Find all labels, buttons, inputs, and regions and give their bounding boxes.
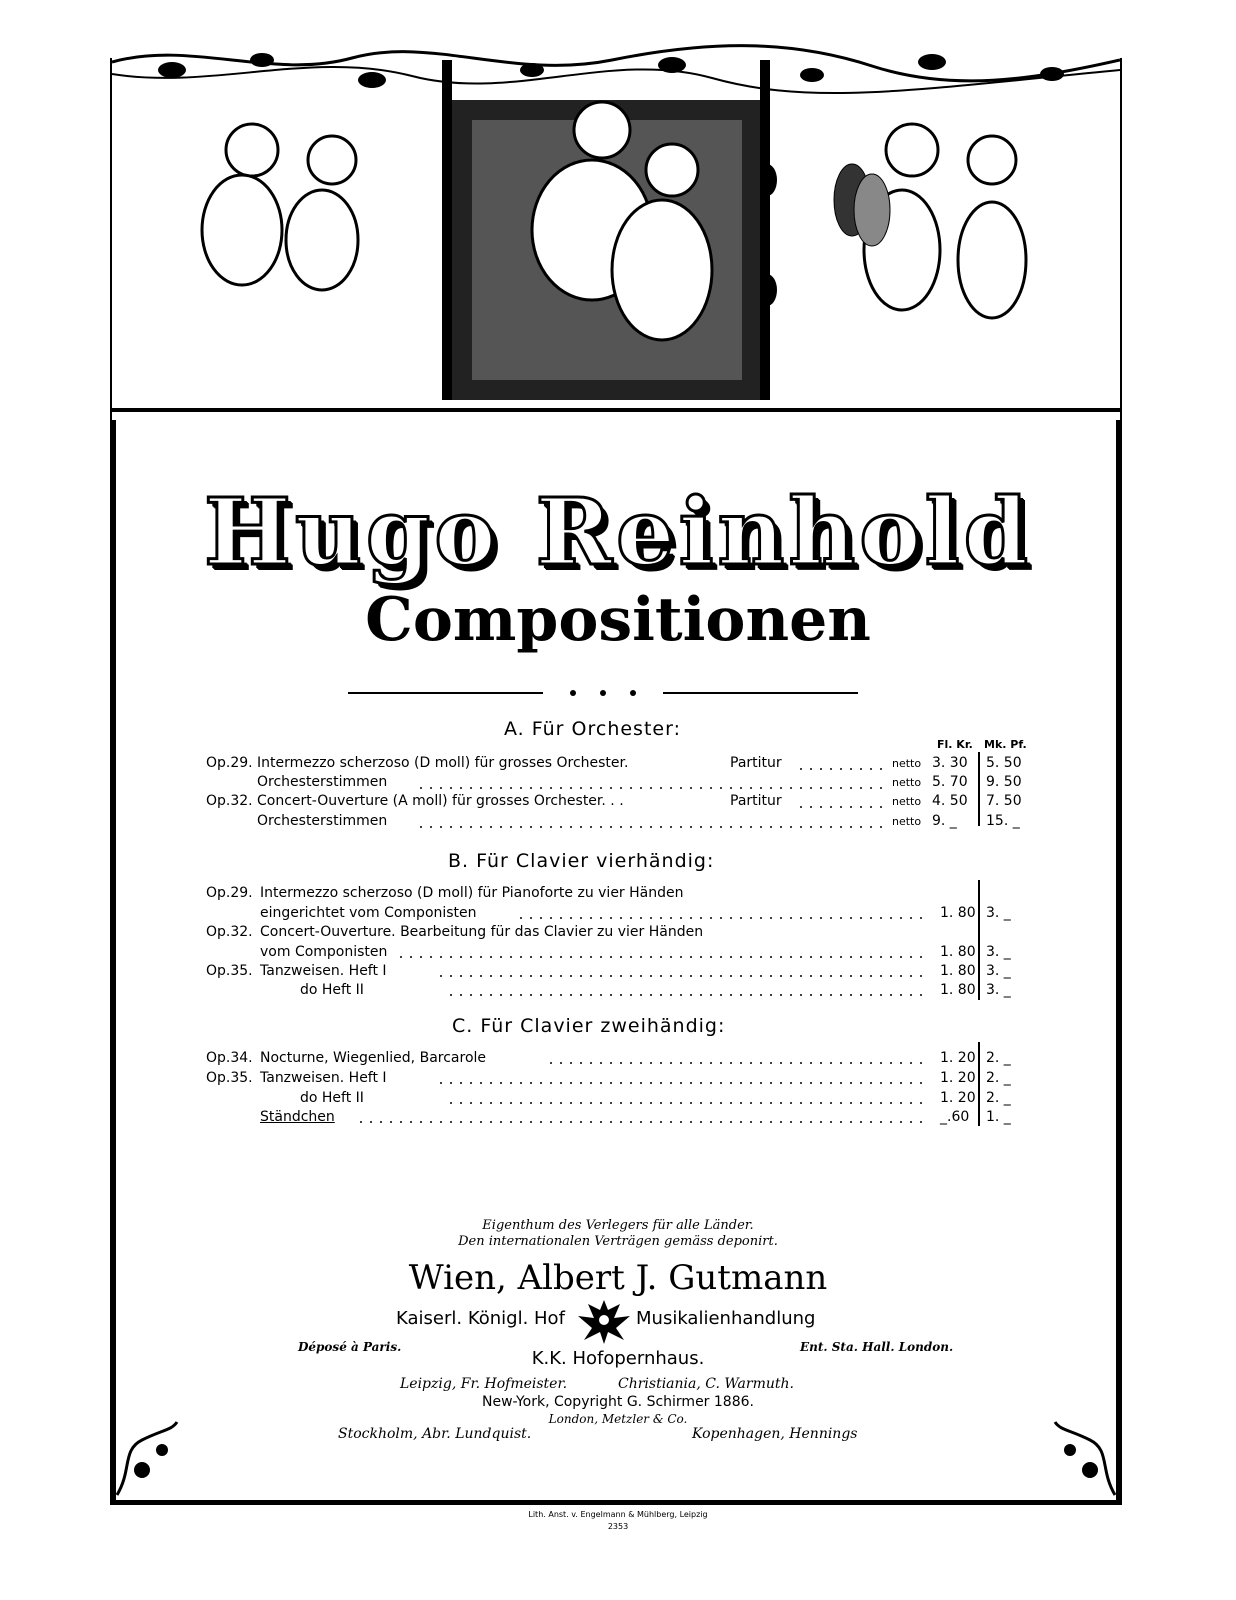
netto-label: netto — [892, 776, 922, 789]
work-title: Intermezzo scherzoso (D moll) für Pianoforte zu vier Händen — [260, 885, 684, 901]
depose-paris: Déposé à Paris. — [298, 1340, 402, 1354]
opus-number: Op.29. — [206, 755, 253, 771]
work-title: Tanzweisen. Heft I — [260, 1070, 387, 1086]
publisher-name: Wien, Albert J. Gutmann — [408, 1258, 828, 1298]
price-mk-pf: 15. _ — [986, 813, 1020, 829]
agent-london: London, Metzler & Co. — [548, 1412, 688, 1426]
work-title: do Heft II — [300, 1090, 364, 1106]
column-header-mk-pf: Mk. Pf. — [984, 738, 1027, 751]
price-fl-kr: 5. 70 — [932, 774, 968, 790]
subtitle: Compositionen — [365, 585, 871, 655]
price-fl-kr: 4. 50 — [932, 793, 968, 809]
work-title: Tanzweisen. Heft I — [260, 963, 387, 979]
section-heading-vierhaendig: B. Für Clavier vierhändig: — [448, 850, 715, 872]
printer-credit: Lith. Anst. v. Engelmann & Mühlberg, Leipzig — [528, 1510, 708, 1519]
netto-label: netto — [892, 795, 922, 808]
opus-number: Op.29. — [206, 885, 253, 901]
price-mk-pf: 3. _ — [986, 963, 1011, 979]
work-title: Concert-Ouverture (A moll) für grosses Orchester. . . — [257, 793, 624, 809]
plate-number: 2353 — [607, 1522, 629, 1531]
price-fl-kr: _.60 — [940, 1109, 970, 1125]
opus-number: Op.32. — [206, 924, 253, 940]
opus-number: Op.35. — [206, 963, 253, 979]
edition-type: Partitur — [730, 755, 782, 771]
agent-christiania: Christiania, C. Warmuth. — [618, 1376, 794, 1392]
work-title: Orchesterstimmen — [257, 774, 388, 790]
netto-label: netto — [892, 757, 922, 770]
price-fl-kr: 1. 20 — [940, 1070, 976, 1086]
section-heading-orchester: A. Für Orchester: — [504, 718, 681, 740]
work-title: Orchesterstimmen — [257, 813, 388, 829]
price-mk-pf: 3. _ — [986, 982, 1011, 998]
corner-ornament-bottom-right — [1050, 1420, 1120, 1500]
rights-line-1: Eigenthum des Verlegers für alle Länder. — [482, 1218, 754, 1233]
work-title: Intermezzo scherzoso (D moll) für grosses Orchester. — [257, 755, 629, 771]
price-mk-pf: 5. 50 — [986, 755, 1022, 771]
imperial-eagle-icon — [574, 1296, 634, 1346]
price-fl-kr: 1. 80 — [940, 905, 976, 921]
price-mk-pf: 2. _ — [986, 1050, 1011, 1066]
section-heading-zweihaendig: C. Für Clavier zweihändig: — [452, 1015, 726, 1037]
opus-number: Op.35. — [206, 1070, 253, 1086]
price-fl-kr: 1. 80 — [940, 963, 976, 979]
price-fl-kr: 9. _ — [932, 813, 957, 829]
price-mk-pf: 9. 50 — [986, 774, 1022, 790]
agent-leipzig: Leipzig, Fr. Hofmeister. — [400, 1376, 568, 1392]
netto-label: netto — [892, 815, 922, 828]
agent-kopenhagen: Kopenhagen, Hennings — [692, 1426, 858, 1442]
price-fl-kr: 1. 80 — [940, 944, 976, 960]
entered-stationers-hall: Ent. Sta. Hall. London. — [800, 1340, 954, 1354]
opus-number: Op.32. — [206, 793, 253, 809]
price-mk-pf: 3. _ — [986, 905, 1011, 921]
composer-title: Hugo Reinhold — [204, 478, 1032, 586]
work-title: Ständchen — [260, 1109, 335, 1125]
price-mk-pf: 2. _ — [986, 1090, 1011, 1106]
price-mk-pf: 3. _ — [986, 944, 1011, 960]
opus-number: Op.34. — [206, 1050, 253, 1066]
price-fl-kr: 1. 20 — [940, 1050, 976, 1066]
column-header-fl-kr: Fl. Kr. — [937, 738, 973, 751]
price-fl-kr: 1. 20 — [940, 1090, 976, 1106]
publisher-title-left: Kaiserl. Königl. Hof — [396, 1308, 565, 1329]
price-mk-pf: 7. 50 — [986, 793, 1022, 809]
publisher-title-right: Musikalienhandlung — [636, 1308, 816, 1329]
rights-line-2: Den internationalen Verträgen gemäss deponirt. — [458, 1234, 778, 1249]
work-title: do Heft II — [300, 982, 364, 998]
edition-type: Partitur — [730, 793, 782, 809]
price-fl-kr: 1. 80 — [940, 982, 976, 998]
work-title: vom Componisten — [260, 944, 388, 960]
work-title: Nocturne, Wiegenlied, Barcarole — [260, 1050, 487, 1066]
hofopernhaus: K.K. Hofopernhaus. — [531, 1348, 705, 1369]
copyright-newyork: New-York, Copyright G. Schirmer 1886. — [482, 1394, 754, 1410]
price-mk-pf: 1. _ — [986, 1109, 1011, 1125]
price-mk-pf: 2. _ — [986, 1070, 1011, 1086]
corner-ornament-bottom-left — [112, 1420, 182, 1500]
price-fl-kr: 3. 30 — [932, 755, 968, 771]
work-title: eingerichtet vom Componisten — [260, 905, 477, 921]
agent-stockholm: Stockholm, Abr. Lundquist. — [338, 1426, 532, 1442]
work-title: Concert-Ouverture. Bearbeitung für das Clavier zu vier Händen — [260, 924, 704, 940]
